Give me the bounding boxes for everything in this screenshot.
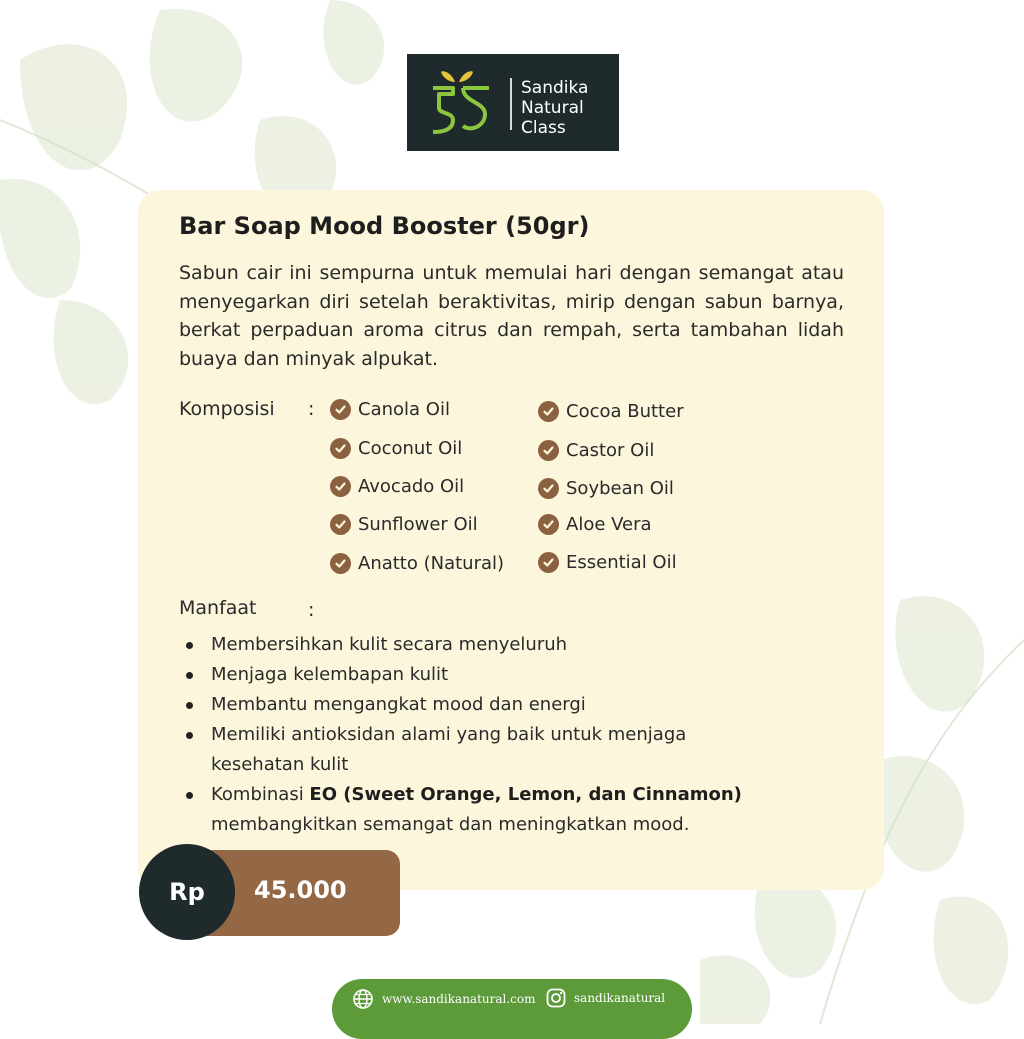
check-circle-icon — [538, 478, 559, 499]
ingredient-item — [330, 399, 450, 420]
ingredient-item — [330, 438, 462, 459]
check-circle-icon — [330, 476, 351, 497]
ingredient-item — [330, 553, 504, 574]
check-circle-icon — [538, 514, 559, 535]
ingredient-item — [330, 476, 464, 497]
benefit-item: Menjaga kelembapan kulit — [184, 660, 784, 690]
benefits-label: Manfaat — [179, 597, 257, 619]
brand-logo — [407, 54, 619, 151]
benefit-item: Membersihkan kulit secara menyeluruh — [184, 630, 784, 660]
currency-label: Rp — [169, 878, 205, 906]
ingredient-name: Sunflower Oil — [358, 514, 478, 535]
instagram-link[interactable] — [546, 988, 665, 1008]
brand-name-line: Sandika — [521, 78, 589, 98]
benefits-colon: : — [308, 599, 315, 621]
ingredient-item — [330, 514, 478, 535]
website-link[interactable] — [352, 988, 536, 1010]
ingredient-item — [538, 514, 652, 535]
ingredient-name: Canola Oil — [358, 399, 450, 420]
ingredient-name: Castor Oil — [566, 440, 655, 461]
composition-colon: : — [308, 398, 315, 420]
logo-divider — [510, 78, 512, 130]
price-value: 45.000 — [254, 876, 347, 904]
brand-name — [521, 78, 588, 138]
instagram-icon — [546, 988, 566, 1008]
ingredient-item — [538, 552, 677, 573]
globe-icon — [352, 988, 374, 1010]
brand-name-line: Natural — [521, 98, 584, 118]
ingredient-name: Avocado Oil — [358, 476, 465, 497]
ingredient-item — [538, 401, 684, 422]
ingredient-name: Coconut Oil — [358, 438, 463, 459]
benefit-highlight: EO (Sweet Orange, Lemon, dan Cinnamon) — [309, 784, 742, 805]
benefit-item — [184, 780, 784, 840]
brand-name-line: Class — [521, 118, 566, 138]
ingredient-item — [538, 440, 654, 461]
product-description: Sabun cair ini sempurna untuk memulai hari dengan semangat atau menyegarkan diri setelah beraktivitas, mirip dengan sabun barnya, berkat perpaduan aroma citrus dan rempah, serta tambahan lidah buaya dan minyak alpukat. — [179, 262, 844, 370]
check-circle-icon — [538, 401, 559, 422]
check-circle-icon — [330, 553, 351, 574]
benefit-text: Kombinasi — [211, 784, 310, 805]
ingredient-name: Anatto (Natural) — [358, 553, 505, 574]
leaf-logo-icon — [425, 68, 497, 138]
benefit-text: membangkitkan semangat dan meningkatkan mood. — [211, 814, 690, 835]
ingredient-name: Soybean Oil — [566, 478, 674, 499]
currency-badge — [139, 844, 235, 940]
check-circle-icon — [330, 438, 351, 459]
benefit-item: Membantu mengangkat mood dan energi — [184, 690, 784, 720]
composition-label: Komposisi — [179, 398, 275, 420]
ingredient-name: Aloe Vera — [566, 514, 652, 535]
ingredient-name: Essential Oil — [566, 552, 677, 573]
product-title: Bar Soap Mood Booster (50gr) — [179, 212, 590, 240]
check-circle-icon — [330, 399, 351, 420]
benefits-list — [184, 630, 784, 840]
instagram-handle: sandikanatural — [574, 991, 666, 1005]
ingredient-item — [538, 478, 674, 499]
check-circle-icon — [330, 514, 351, 535]
check-circle-icon — [538, 440, 559, 461]
website-text: www.sandikanatural.com — [382, 992, 536, 1006]
check-circle-icon — [538, 552, 559, 573]
benefit-item: Memiliki antioksidan alami yang baik untuk menjaga kesehatan kulit — [184, 720, 784, 780]
ingredient-name: Cocoa Butter — [566, 401, 684, 422]
